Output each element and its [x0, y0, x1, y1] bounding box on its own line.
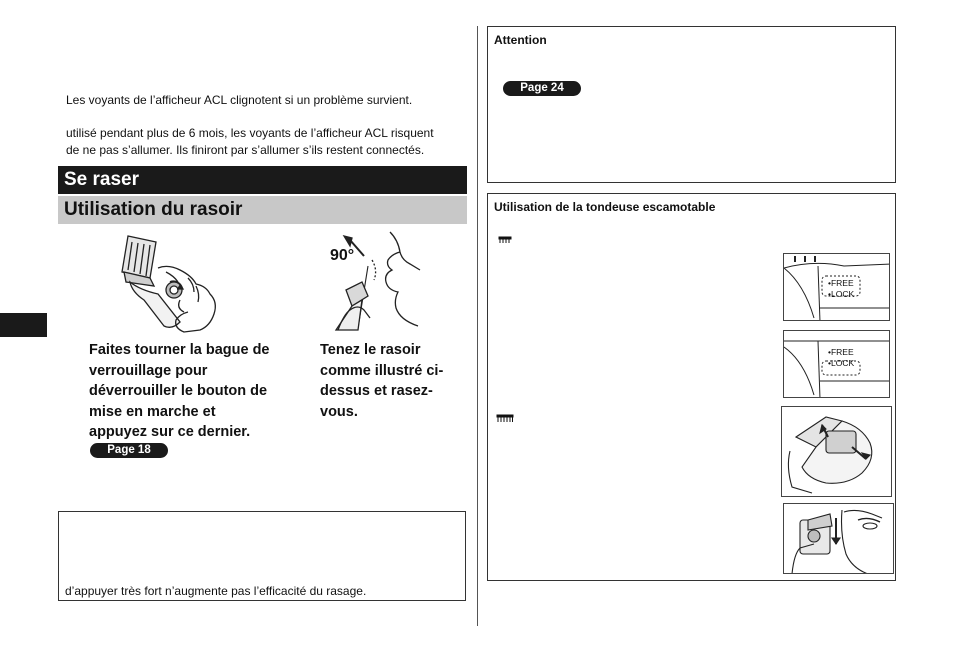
trimmer-closeup-diagram	[782, 407, 892, 497]
step1-line: Faites tourner la bague de	[89, 342, 270, 358]
lcd-warning-line1: utilisé pendant plus de 6 mois, les voyants de l’afficheur ACL risquent	[66, 126, 434, 140]
step1-line: mise en marche et	[89, 403, 216, 420]
free-label: •FREE	[828, 347, 854, 357]
step2-line: dessus et rasez-	[320, 383, 433, 399]
sideburn-trim-diagram	[784, 504, 894, 574]
step2-line: Tenez le rasoir	[320, 342, 421, 358]
chapter-tab-marker	[0, 313, 47, 337]
shaving-note-text: d’appuyer très fort n’augmente pas l’efficacité du rasage.	[65, 584, 367, 598]
trimmer-box	[487, 193, 896, 581]
shaving-note-box	[58, 511, 466, 601]
trimmer-title: Utilisation de la tondeuse escamotable	[494, 200, 716, 214]
hold-90-degree-illustration	[328, 230, 428, 334]
sideburn-trim-thumbnail	[783, 503, 894, 574]
rotate-lock-ring-illustration	[110, 230, 225, 334]
page-24-reference[interactable]: Page 24	[503, 81, 581, 96]
page-18-reference[interactable]: Page 18	[90, 443, 168, 458]
angle-label: 90°	[330, 247, 355, 264]
lock-label: •LOCK	[828, 289, 855, 299]
step1-instruction	[89, 340, 289, 443]
column-divider	[477, 26, 478, 626]
trimmer-extended-thumbnail	[781, 406, 892, 497]
step2-line: comme illustré ci-	[320, 362, 444, 379]
lock-label: •LOCK	[828, 358, 855, 368]
lcd-blink-text: Les voyants de l’afficheur ACL clignotent si un problème survient.	[66, 93, 413, 107]
lcd-warning-line2: de ne pas s’allumer. Ils finiront par s’allumer s’ils restent connectés.	[66, 143, 425, 157]
trimmer-icon	[498, 236, 512, 244]
step2-line: vous.	[320, 403, 358, 420]
step1-line: déverrouiller le bouton de	[89, 383, 268, 399]
free-lock-thumbnail-1	[783, 253, 890, 321]
free-label: •FREE	[828, 278, 854, 288]
attention-box	[487, 26, 896, 183]
step1-line: verrouillage pour	[89, 362, 208, 379]
section-title-se-raser: Se raser	[58, 166, 467, 194]
step2-instruction	[320, 340, 470, 422]
attention-title: Attention	[494, 33, 547, 47]
step1-line: appuyez sur ce dernier.	[89, 424, 251, 440]
free-lock-thumbnail-2	[783, 330, 890, 398]
trimmer-icon	[496, 414, 514, 423]
subsection-title-utilisation: Utilisation du rasoir	[58, 196, 467, 224]
